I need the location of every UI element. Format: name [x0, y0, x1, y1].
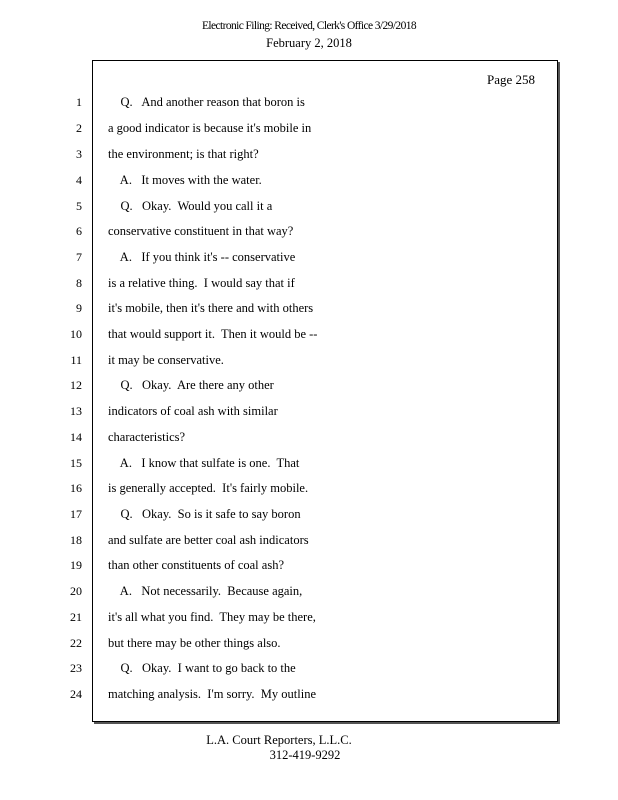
- line-number: 14: [70, 430, 82, 444]
- line-number: 1: [76, 95, 82, 109]
- line-number: 3: [76, 147, 82, 161]
- transcript-line: conservative constituent in that way?: [108, 224, 294, 238]
- line-number: 16: [70, 481, 82, 495]
- transcript-line: it's mobile, then it's there and with others: [108, 301, 314, 315]
- transcript-line: is a relative thing. I would say that if: [108, 276, 295, 290]
- line-number: 19: [70, 558, 82, 572]
- filing-stamp: Electronic Filing: Received, Clerk's Office 3/29/2018: [201, 20, 417, 32]
- line-number: 5: [76, 199, 82, 213]
- line-number: 4: [76, 173, 82, 187]
- line-number: 22: [70, 636, 82, 650]
- transcript-line: A. It moves with the water.: [108, 173, 262, 187]
- page-number: Page 258: [486, 72, 535, 87]
- transcript-line: that would support it. Then it would be --: [108, 327, 318, 341]
- transcript-line: indicators of coal ash with similar: [108, 404, 278, 418]
- line-number: 24: [70, 687, 82, 701]
- court-reporter-phone: 312-419-9292: [269, 748, 341, 762]
- line-number: 20: [70, 584, 82, 598]
- line-number: 8: [76, 276, 82, 290]
- transcript-line: A. Not necessarily. Because again,: [108, 584, 303, 598]
- transcript-line: Q. Okay. I want to go back to the: [108, 661, 296, 675]
- transcript-line: than other constituents of coal ash?: [108, 558, 284, 572]
- line-number: 18: [70, 533, 82, 547]
- transcript-line: Q. And another reason that boron is: [108, 95, 305, 109]
- line-number: 11: [70, 353, 82, 367]
- line-number: 23: [70, 661, 82, 675]
- transcript-line: the environment; is that right?: [108, 147, 259, 161]
- line-number: 7: [76, 250, 82, 264]
- transcript-line: matching analysis. I'm sorry. My outline: [108, 687, 317, 701]
- transcript-line: but there may be other things also.: [108, 636, 281, 650]
- line-number: 12: [70, 378, 82, 392]
- transcript-line: characteristics?: [108, 430, 186, 444]
- transcript-line: is generally accepted. It's fairly mobile.: [108, 481, 309, 495]
- line-number: 17: [70, 507, 82, 521]
- line-number: 10: [70, 327, 82, 341]
- line-number: 13: [70, 404, 82, 418]
- transcript-line: Q. Okay. Are there any other: [108, 378, 274, 392]
- court-reporter-name: L.A. Court Reporters, L.L.C.: [206, 733, 352, 747]
- line-number: 9: [76, 301, 82, 315]
- transcript-line: a good indicator is because it's mobile in: [108, 121, 312, 135]
- transcript-line: A. I know that sulfate is one. That: [108, 456, 300, 470]
- line-number: 6: [76, 224, 82, 238]
- transcript-line: Q. Okay. Would you call it a: [108, 199, 273, 213]
- line-number: 2: [76, 121, 82, 135]
- line-number: 15: [70, 456, 82, 470]
- line-number: 21: [70, 610, 82, 624]
- filing-date: February 2, 2018: [266, 36, 352, 50]
- transcript-line: Q. Okay. So is it safe to say boron: [108, 507, 301, 521]
- transcript-line: it's all what you find. They may be there,: [108, 610, 316, 624]
- transcript-line: and sulfate are better coal ash indicators: [108, 533, 309, 547]
- transcript-line: it may be conservative.: [108, 353, 224, 367]
- transcript-line: A. If you think it's -- conservative: [108, 250, 296, 264]
